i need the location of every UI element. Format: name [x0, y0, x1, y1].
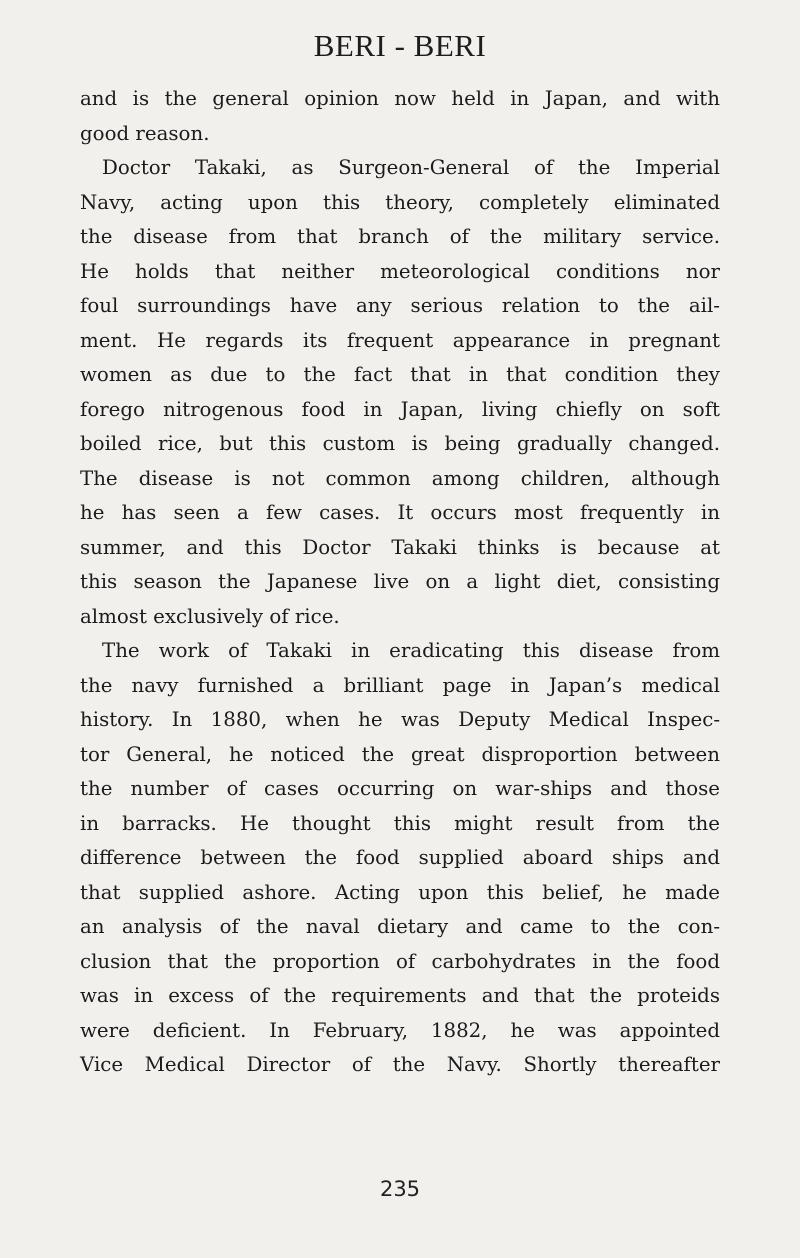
text-line: were deficient. In February, 1882, he was appointed	[80, 1018, 720, 1042]
text-line: the disease from that branch of the military service.	[80, 225, 720, 248]
text-line: The work of Takaki in eradicating this disease from	[102, 639, 720, 662]
text-line: Vice Medical Director of the Navy. Shortly thereafter	[80, 1053, 720, 1076]
text-line: that supplied ashore. Acting upon this belief, he made	[80, 880, 720, 904]
body-text	[80, 82, 720, 1083]
text-line: ment. He regards its frequent appearance in pregnant	[80, 328, 720, 352]
text-line: The disease is not common among children, although	[80, 466, 720, 490]
text-line: almost exclusively of rice.	[80, 604, 340, 628]
text-line: the number of cases occurring on war-ships and those	[80, 777, 720, 800]
text-line: women as due to the fact that in that condition they	[80, 363, 720, 386]
text-line: and is the general opinion now held in Japan, and with	[80, 87, 720, 110]
text-line: in barracks. He thought this might result from the	[80, 811, 720, 835]
text-line: an analysis of the naval dietary and came to the con-	[80, 915, 720, 938]
text-line: history. In 1880, when he was Deputy Medical Inspec-	[80, 708, 720, 731]
text-line: summer, and this Doctor Takaki thinks is because at	[80, 535, 720, 559]
page-number: 235	[379, 1177, 421, 1201]
text-line: boiled rice, but this custom is being gradually changed.	[80, 432, 720, 455]
text-line: He holds that neither meteorological conditions nor	[80, 259, 720, 283]
text-line: tor General, he noticed the great disproportion between	[80, 742, 720, 766]
text-line: he has seen a few cases. It occurs most frequently in	[80, 501, 720, 524]
text-line: Navy, acting upon this theory, completely eliminated	[80, 190, 720, 214]
text-line: the navy furnished a brilliant page in Japan’s medical	[80, 673, 720, 697]
text-line: was in excess of the requirements and that the proteids	[80, 984, 720, 1007]
text-line: Doctor Takaki, as Surgeon-General of the Imperial	[102, 156, 720, 179]
text-line: difference between the food supplied aboard ships and	[80, 846, 720, 869]
text-line: foul surroundings have any serious relation to the ail-	[80, 294, 720, 317]
text-line: this season the Japanese live on a light diet, consisting	[80, 570, 720, 593]
running-head: BERI - BERI	[313, 28, 487, 63]
text-line: good reason.	[80, 121, 210, 145]
text-line: forego nitrogenous food in Japan, living chiefly on soft	[80, 397, 720, 421]
text-line: clusion that the proportion of carbohydrates in the food	[80, 949, 720, 973]
